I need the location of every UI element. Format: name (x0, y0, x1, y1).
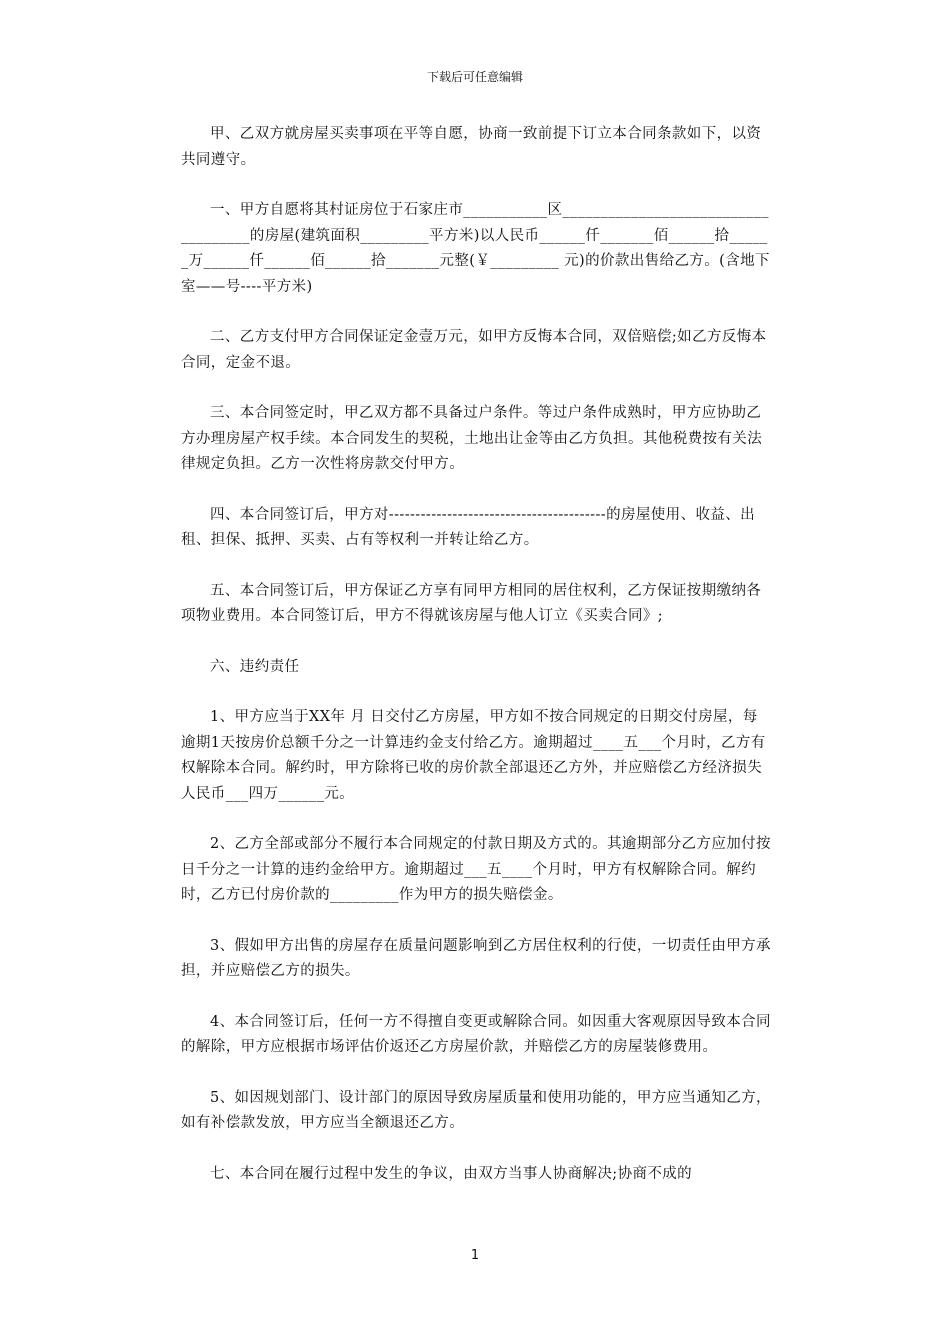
paragraph-clause-6-heading: 六、违约责任 (210, 658, 300, 675)
paragraph-clause-5: 五、本合同签订后，甲方保证乙方享有同甲方相同的居住权利，乙方保证按期缴纳各项物业费用。本合同签订后，甲方不得就该房屋与他人订立《买卖合同》; (181, 582, 762, 624)
page-number: 1 (470, 1248, 480, 1263)
paragraph-clause-4: 四、本合同签订后，甲方对-----------------------------------------的房屋使用、收益、出租、担保、抵押、买卖、占有等权利一并转让给乙方。 (181, 506, 756, 548)
paragraph-liability-4: 4、本合同签订后，任何一方不得擅自变更或解除合同。如因重大客观原因导致本合同的解除，甲方应根据市场评估价返还乙方房屋价款，并赔偿乙方的房屋装修费用。 (181, 1013, 771, 1055)
paragraph-preamble: 甲、乙双方就房屋买卖事项在平等自愿，协商一致前提下订立本合同条款如下，以资共同遵守。 (181, 126, 762, 168)
paragraph-liability-1: 1、甲方应当于XX年 月 日交付乙方房屋，甲方如不按合同规定的日期交付房屋，每逾期1天按房价总额千分之一计算违约金支付给乙方。逾期超过____五___个月时，乙方有权解除本合同。解约时，甲方除将已收的房价款全部退还乙方外，并应赔偿乙方经济损失人民币___四万______元。 (181, 709, 766, 802)
paragraph-liability-2: 2、乙方全部或部分不履行本合同规定的付款日期及方式的。其逾期部分乙方应加付按日千分之一计算的违约金给甲方。逾期超过___五____个月时，甲方有权解除合同。解约时，乙方已付房价款的_________作为甲方的损失赔偿金。 (181, 836, 771, 903)
paragraph-clause-1: 一、甲方自愿将其村证房位于石家庄市___________区____________________________________的房屋(建筑面积_________平方米)以人民币______仟_______佰______拾______万______仟______佰______拾_______元整(￥_________ 元)的价款出售给乙方。(含地下室——号----平方米) (181, 202, 770, 295)
paragraph-liability-5: 5、如因规划部门、设计部门的原因导致房屋质量和使用功能的，甲方应当通知乙方，如有补偿款发放，甲方应当全额退还乙方。 (181, 1089, 771, 1131)
document-body (181, 122, 771, 1212)
paragraph-liability-3: 3、假如甲方出售的房屋存在质量问题影响到乙方居住权利的行使，一切责任由甲方承担，并应赔偿乙方的损失。 (181, 937, 771, 979)
paragraph-clause-3: 三、本合同签定时，甲乙双方都不具备过户条件。等过户条件成熟时，甲方应协助乙方办理房屋产权手续。本合同发生的契税，土地出让金等由乙方负担。其他税费按有关法律规定负担。乙方一次性将房款交付甲方。 (181, 405, 763, 472)
paragraph-clause-7: 七、本合同在履行过程中发生的争议，由双方当事人协商解决;协商不成的 (210, 1165, 693, 1182)
page-header: 下载后可任意编辑 (426, 70, 523, 84)
paragraph-clause-2: 二、乙方支付甲方合同保证定金壹万元，如甲方反悔本合同，双倍赔偿;如乙方反悔本合同，定金不退。 (181, 329, 767, 371)
